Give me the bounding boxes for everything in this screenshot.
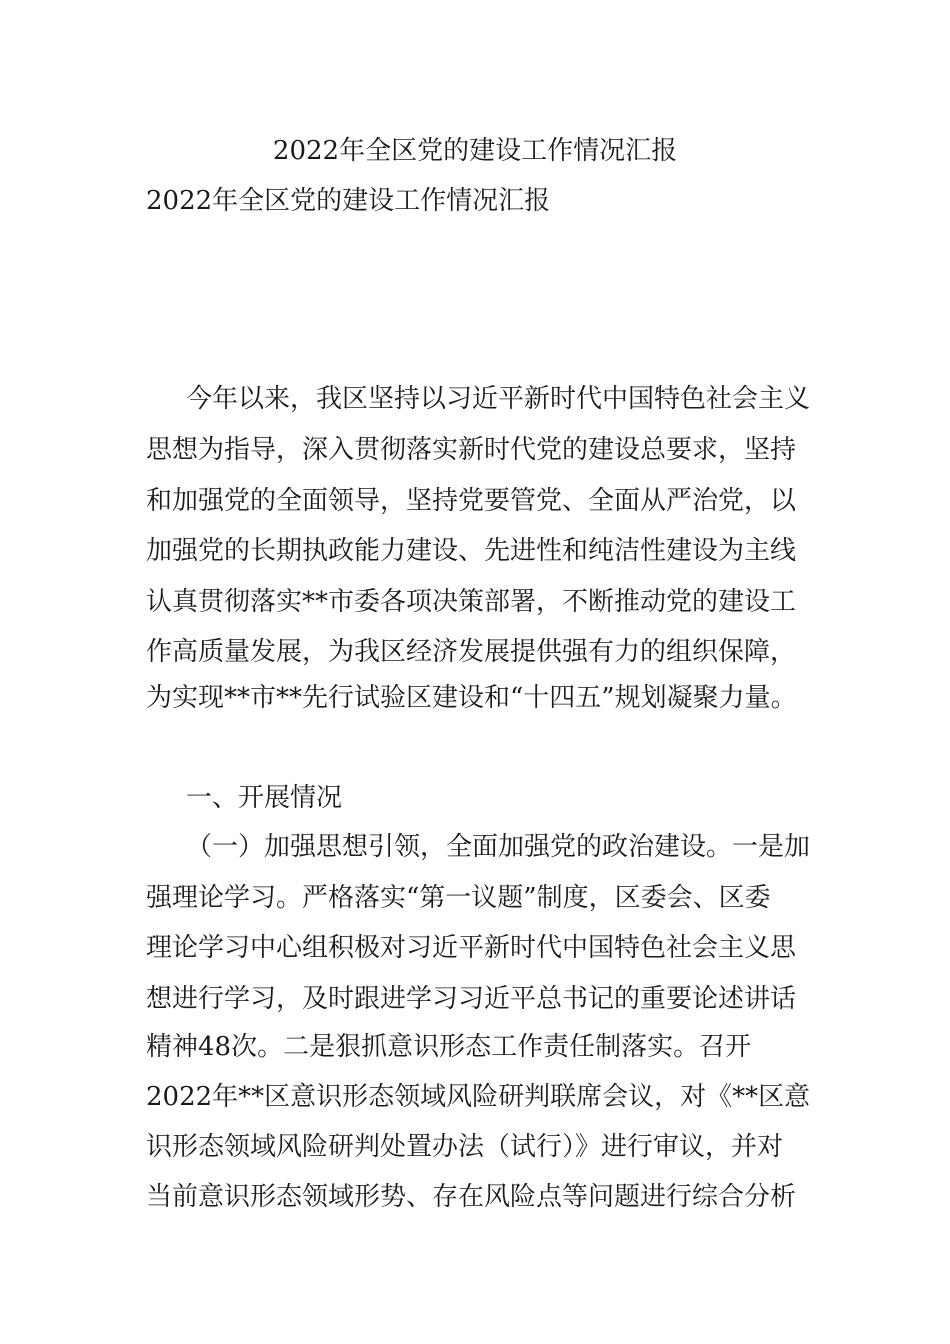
paragraph-line: （一）加强思想引领，全面加强党的政治建设。一是加 (186, 832, 811, 862)
document-title-centered: 2022年全区党的建设工作情况汇报 (272, 136, 678, 166)
paragraph-line: 精神48次。二是狠抓意识形态工作责任制落实。召开 (146, 1032, 752, 1062)
paragraph-line: 想进行学习，及时跟进学习习近平总书记的重要论述讲话 (146, 984, 797, 1014)
paragraph-line: 今年以来，我区坚持以习近平新时代中国特色社会主义 (186, 384, 811, 414)
paragraph-line: 2022年**区意识形态领域风险研判联席会议，对《**区意 (146, 1082, 811, 1112)
paragraph-line: 当前意识形态领域形势、存在风险点等问题进行综合分析 (146, 1182, 797, 1212)
document-title-left: 2022年全区党的建设工作情况汇报 (146, 186, 551, 216)
paragraph-line: 加强党的长期执政能力建设、先进性和纯洁性建设为主线 (146, 536, 797, 566)
paragraph-line: 和加强党的全面领导，坚持党要管党、全面从严治党，以 (146, 486, 797, 516)
paragraph-line: 强理论学习。严格落实“第一议题”制度，区委会、区委 (146, 883, 771, 913)
paragraph-line: 认真贯彻落实**市委各项决策部署，不断推动党的建设工 (146, 587, 797, 617)
paragraph-line: 思想为指导，深入贯彻落实新时代党的建设总要求，坚持 (146, 435, 797, 465)
paragraph-line: 理论学习中心组积极对习近平新时代中国特色社会主义思 (146, 933, 797, 963)
paragraph-line: 作高质量发展，为我区经济发展提供强有力的组织保障， (146, 637, 797, 667)
paragraph-line: 为实现**市**先行试验区建设和“十四五”规划凝聚力量。 (146, 683, 797, 713)
paragraph-line: 识形态领域风险研判处置办法（试行）》进行审议，并对 (146, 1132, 784, 1162)
section-heading: 一、开展情况 (186, 783, 343, 813)
